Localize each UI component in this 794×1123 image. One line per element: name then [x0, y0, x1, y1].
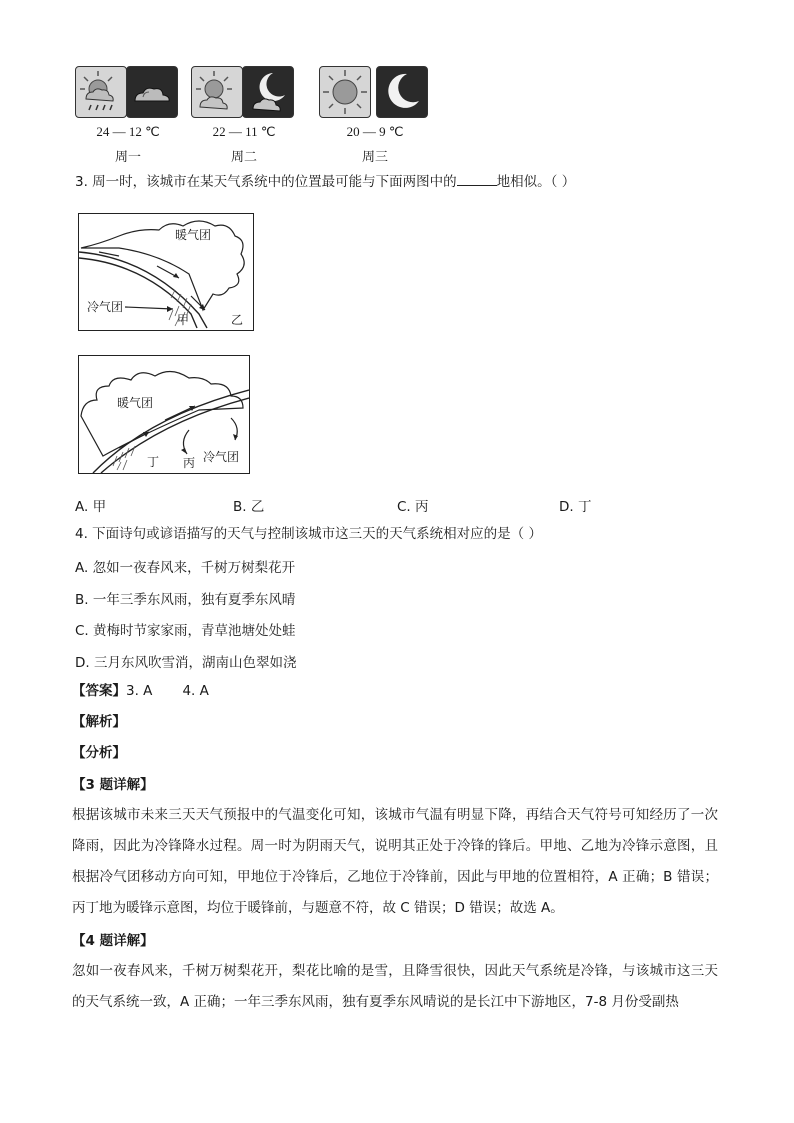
day-label: 周一 — [114, 150, 141, 165]
cloud-sun-icon — [191, 66, 243, 118]
answer-label: 【答案】 — [72, 683, 126, 699]
answer-line — [72, 682, 209, 700]
point-yi-label: 乙 — [231, 313, 244, 327]
day-label: 周二 — [230, 150, 257, 165]
q3-option-d[interactable]: D. 丁 — [559, 499, 592, 515]
detail-4-text: 忽如一夜春风来，千树万树梨花开，梨花比喻的是雪，且降雪很快，因此天气系统是冷锋，与该城市这三天的天气系统一致，A 正确；一年三季东风雨，独有夏季东风晴说的是长江中下游地区，7-8 月份受副热 — [72, 963, 718, 1010]
cold-front-diagram — [78, 213, 254, 331]
question-3-stem — [75, 172, 575, 191]
cloud-night-icon — [126, 66, 178, 118]
q3-option-c[interactable]: C. 丙 — [397, 499, 429, 515]
warm-air-label: 暖气团 — [175, 228, 212, 242]
warm-air-label: 暖气团 — [117, 396, 154, 410]
temp-range: 24 — 12 ℃ — [96, 124, 160, 139]
point-ding-label: 丁 — [147, 455, 160, 469]
rain-cloud-sun-icon — [75, 66, 127, 118]
detail-3-text: 根据该城市未来三天天气预报中的气温变化可知，该城市气温有明显下降，再结合天气符号可知经历了一次降雨，因此为冷锋降水过程。周一时为阴雨天气，说明其正处于冷锋的锋后。甲地、乙地为冷锋示意图，且根据冷气团移动方向可知，甲地位于冷锋后，乙地位于冷锋前，因此与甲地的位置相符，A 正确；B 错误；丙丁地为暖锋示意图，均位于暖锋前，与题意不符，故 C 错误；D 错误；故选 A。 — [72, 807, 718, 916]
q3-option-b[interactable]: B. 乙 — [233, 499, 265, 515]
q4-option-c[interactable]: C. 黄梅时节家家雨，青草池塘处处蛙 — [75, 623, 296, 639]
cold-air-label: 冷气团 — [87, 300, 124, 314]
cold-air-label: 冷气团 — [203, 450, 240, 464]
answer-blank — [457, 172, 497, 186]
temp-range: 20 — 9 ℃ — [346, 124, 404, 139]
warm-front-diagram — [78, 355, 250, 474]
q4-option-d[interactable]: D. 三月东风吹雪消，湖南山色翠如浇 — [75, 655, 297, 671]
point-bing-label: 丙 — [183, 456, 196, 470]
analysis-label: 【解析】 — [72, 714, 126, 730]
temp-range: 22 — 11 ℃ — [212, 124, 276, 139]
answer-text: 3. A 4. A — [126, 683, 209, 699]
q3-option-a[interactable]: A. 甲 — [75, 499, 107, 515]
question-4-stem: 4. 下面诗句或谚语描写的天气与控制该城市这三天的天气系统相对应的是（ ） — [75, 526, 542, 542]
sun-icon — [319, 66, 371, 118]
detail-4-label: 【4 题详解】 — [72, 933, 154, 949]
point-jia-label: 甲 — [177, 313, 190, 327]
day-label: 周三 — [361, 150, 388, 165]
q3-stem-after: 地相似。（ ） — [496, 174, 576, 190]
moon-cloud-icon — [242, 66, 294, 118]
detail-3-label: 【3 题详解】 — [72, 777, 154, 793]
fenxi-label: 【分析】 — [72, 745, 126, 761]
q4-option-a[interactable]: A. 忽如一夜春风来，千树万树梨花开 — [75, 560, 296, 576]
q3-stem-before: 3. 周一时，该城市在某天气系统中的位置最可能与下面两图中的 — [75, 174, 457, 190]
q4-option-b[interactable]: B. 一年三季东风雨，独有夏季东风晴 — [75, 592, 296, 608]
moon-icon — [376, 66, 428, 118]
